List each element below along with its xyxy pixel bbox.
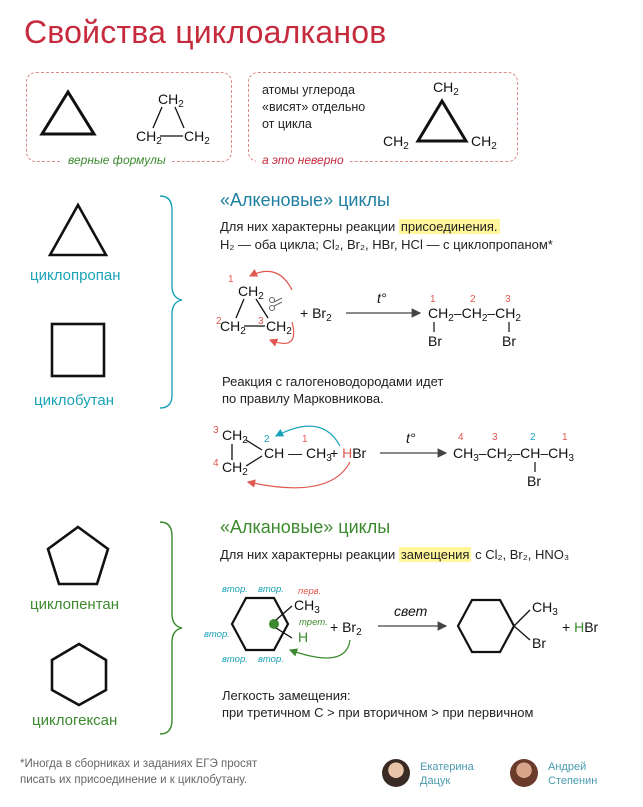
cyclopropane-shape [50,205,106,255]
footnote: *Иногда в сборниках и заданиях ЕГЭ просят писать их присоединение и к циклобутану. [20,758,258,786]
svg-text:H: H [298,629,309,645]
reaction-methylcyclopropane-hbr [213,425,574,489]
svg-text:CH2: $CH_2$ [222,427,248,446]
svg-text:трет.: трет. [299,617,328,628]
alkane-line1: Для них характерны реакции замещения с Cl₂, Br₂, HNO₃ [220,547,570,562]
svg-text:1: 1 [430,294,436,305]
svg-text:2: 2 [216,316,222,327]
svg-text:CH2: $CH_2$ [471,133,497,152]
svg-text:3: 3 [258,316,264,327]
svg-text:+ Br2: + $Br_2$ [300,305,332,324]
svg-text:Br: Br [527,473,541,489]
svg-text:свет: свет [394,603,428,619]
svg-text:CH2: $CH_2$ [136,128,162,147]
svg-text:Br: Br [428,333,442,349]
cyclopropane-name: циклопропан [30,267,121,284]
cyclopropane-skeletal [42,92,94,134]
svg-text:3: 3 [213,425,219,436]
wrong-formula [383,79,497,152]
author-avatar-2 [510,759,538,787]
svg-text:CH2: $CH_2$ [220,318,246,337]
brace-alkane [160,522,182,734]
svg-text:3: 3 [492,432,498,443]
svg-text:+ HBr: + HBr [330,445,367,461]
svg-text:CH3–CH2–CH–CH3: $CH_3-CH_2-CH-CH_3$ [453,445,574,464]
svg-text:CH2: $CH_2$ [158,91,184,110]
alkene-line2: H₂ — оба цикла; Cl₂, Br₂, HBr, HCl — с циклопропаном* [220,237,553,252]
alkene-line1: Для них характерны реакции присоединения. [220,219,498,234]
brace-alkene [160,196,182,408]
svg-text:CH2: $CH_2$ [222,459,248,478]
markovnikov-note: Реакция с галогеноводородами идет по правилу Марковникова. [222,374,444,406]
highlight-addition: присоединения. [400,219,498,234]
svg-text:CH3: $CH_3$ [532,599,558,618]
cyclopropane-condensed [136,91,210,147]
svg-text:втор.: втор. [204,629,230,640]
svg-text:1: 1 [562,432,568,443]
svg-text:CH2: $CH_2$ [266,318,292,337]
svg-text:втор.: втор. [258,654,284,665]
svg-text:CH2: $CH_2$ [184,128,210,147]
svg-text:CH2: $CH_2$ [433,79,459,98]
author-2: Андрей Степенин [548,761,598,787]
svg-text:1: 1 [228,274,234,285]
svg-text:CH2: $CH_2$ [238,283,264,302]
svg-text:2: 2 [264,434,270,445]
alkene-section-title: «Алкеновые» циклы [220,190,390,210]
svg-text:втор.: втор. [258,584,284,595]
svg-text:+ HBr: + HBr [562,619,599,635]
svg-text:CH2: $CH_2$ [383,133,409,152]
alkane-section-title: «Алкановые» циклы [220,517,391,537]
svg-text:3: 3 [505,294,511,305]
author-1: Екатерина Дацук [420,761,474,787]
correct-formulas-caption: верные формулы [62,153,172,167]
cyclobutane-shape [52,324,104,376]
cyclopentane-name: циклопентан [30,596,120,613]
svg-text:перв.: перв. [298,586,322,597]
svg-text:2: 2 [470,294,476,305]
svg-text:1: 1 [302,434,308,445]
cyclobutane-name: циклобутан [34,392,115,409]
svg-text:t°: t° [406,430,416,446]
svg-text:4: 4 [213,458,219,469]
svg-text:CH2–CH2–CH2: $CH_2-CH_2-CH_2$ [428,305,521,324]
wrong-formulas-caption: а это неверно [256,153,350,167]
reaction-methylcyclohexane-br2 [204,584,599,665]
svg-text:втор.: втор. [222,584,248,595]
svg-text:втор.: втор. [222,654,248,665]
highlight-substitution: замещения [400,547,470,562]
cyclopentane-shape [48,527,108,584]
page-title: Свойства циклоалканов [24,14,387,50]
svg-text:4: 4 [458,432,464,443]
author-avatar-1 [382,759,410,787]
svg-text:CH3: $CH_3$ [294,597,320,616]
cyclohexane-name: циклогексан [32,712,118,729]
wrong-note: атомы углерода «висят» отдельно от цикла [262,83,366,131]
svg-text:+ Br2: + $Br_2$ [330,619,362,638]
svg-text:Br: Br [502,333,516,349]
reaction-cyclopropane-br2 [216,271,521,349]
substitution-ease: Легкость замещения: при третичном C > при вторичном > при первичном [222,688,534,720]
svg-text:2: 2 [530,432,536,443]
svg-text:Br: Br [532,635,546,651]
svg-text:t°: t° [377,290,387,306]
svg-text:CH — CH3: CH — $CH_3$ [264,445,332,464]
cyclohexane-shape [52,644,106,705]
